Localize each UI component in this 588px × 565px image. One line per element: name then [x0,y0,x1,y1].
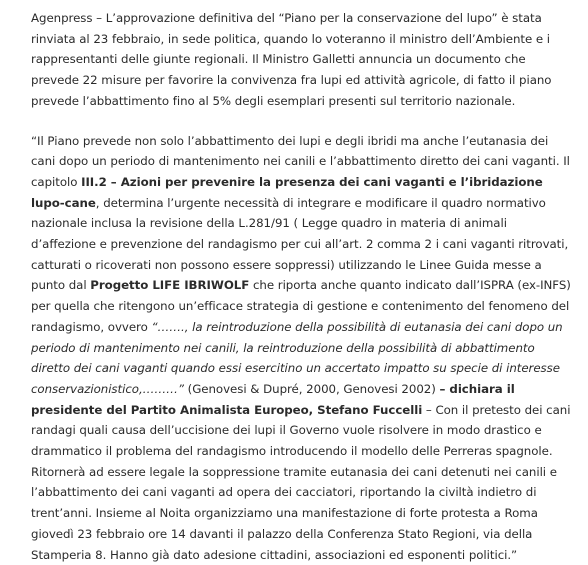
quote-text-2: , determina l’urgente necessità di integrare e modificare il quadro normativo nazionale inclusa la revisione della L.281/91 ( Legge quadro in materia di animali d’affezione e prevenzione del randagismo per cui all’art. 2 comma 2 i cani vaganti ritrovati, catturati o ricoverati non possono essere soppressi) utilizzando le Linee Guida messe a punto dal [31,195,569,293]
article-body [31,8,571,565]
project-name: Progetto LIFE IBRIWOLF [90,278,250,293]
chapter-title: III.2 – Azioni per prevenire la presenza dei cani vaganti e l’ibridazione lupo-cane [31,174,543,210]
quote-text-1: “Il Piano prevede non solo l’abbattimento dei lupi e degli ibridi ma anche l’eutanasia dei cani dopo un periodo di mantenimento nei canili e l’abbattimento diretto dei cani vaganti. Il capitolo [31,133,570,189]
citation: (Genovesi & Dupré, 2000, Genovesi 2002) [183,381,440,396]
speaker-attribution: – dichiara il presidente del Partito Animalista Europeo, Stefano Fuccelli [31,381,515,417]
quote-text-4: – Con il pretesto dei cani randagi quali causa dell’uccisione dei lupi il Governo vuole risolvere in modo drastico e drammatico il problema del randagismo introducendo il modello delle Perreras spagnole. Ritornerà ad essere legale la soppressione tramite eutanasia dei cani detenuti nei canili e l’abbattimento dei cani vaganti ad opera dei cacciatori, riportando la civiltà indietro di trent’anni. Insieme al Noita organizziamo una manifestazione di forte protesta a Roma giovedì 23 febbraio ore 14 davanti il palazzo della Conferenza Stato Regioni, via della Stamperia 8. Hanno già dato adesione cittadini, associazioni ed esponenti politici.” [31,402,571,562]
quote-text-3: che riporta anche quanto indicato dall’ISPRA (ex-INFS) per quella che ritengono un’efficace strategia di gestione e contenimento del fenomeno del randagismo, ovvero [31,278,571,334]
article-paragraph-2 [31,131,571,565]
cited-quote: “……., la reintroduzione della possibilità di eutanasia dei cani dopo un periodo di mantenimento nei canili, la reintroduzione della possibilità di abbattimento diretto dei cani vaganti quando essi esercitino un accertato impatto su specie di interesse conservazionistico,………” [31,319,563,396]
article-paragraph-1: Agenpress – L’approvazione definitiva del “Piano per la conservazione del lupo” è stata rinviata al 23 febbraio, in sede politica, quando lo voteranno il ministro dell’Ambiente e i rappresentanti delle giunte regionali. Il Ministro Galletti annuncia un documento che prevede 22 misure per favorire la convivenza fra lupi ed attività agricole, di fatto il piano prevede l’abbattimento fino al 5% degli esemplari presenti sul territorio nazionale. [31,11,552,108]
